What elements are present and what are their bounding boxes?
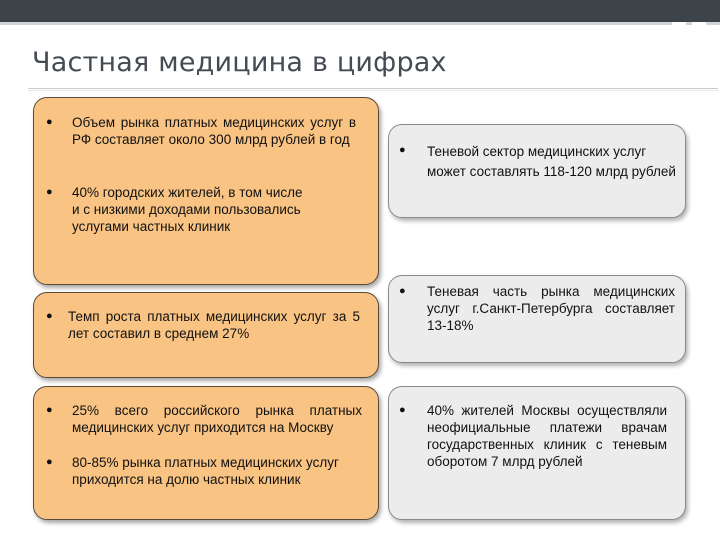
bullet-dot-icon: ●: [399, 144, 406, 156]
list-item: Теневой сектор медицинских услуг может составлять 118-120 млрд рублей: [427, 144, 676, 179]
top-bar-stripe: [0, 22, 720, 25]
list-item: Объем рынка платных медицинских услуг в РФ составляет около 300 млрд рублей в год: [72, 115, 356, 147]
title-divider-shadow: [28, 90, 718, 91]
market-volume-box: [33, 97, 379, 285]
spb-shadow-box: [388, 275, 686, 363]
top-bar: [0, 0, 720, 22]
moscow-residents-box: [388, 386, 686, 520]
bullet-dot-icon: ●: [46, 310, 53, 322]
growth-rate-box: [33, 292, 379, 378]
list-item: 40% городских жителей, в том числе и с низкими доходами пользовались услугами частных клиник: [72, 185, 303, 234]
moscow-share-box: [33, 386, 379, 520]
top-bar-accent: [672, 22, 686, 25]
list-item: 80-85% рынка платных медицинских услуг приходится на долю частных клиник: [72, 455, 339, 487]
bullet-dot-icon: ●: [46, 456, 53, 468]
list-item: Темп роста платных медицинских услуг за 5 лет составил в среднем 27%: [68, 309, 360, 341]
bullet-dot-icon: ●: [46, 404, 53, 416]
list-item: 40% жителей Москвы осуществляли неофициальные платежи врачам государственных клиник с теневым оборотом 7 млрд рублей: [427, 403, 667, 469]
list-item: Теневая часть рынка медицинских услуг г.Санкт-Петербурга составляет 13-18%: [427, 284, 675, 333]
bullet-dot-icon: ●: [399, 404, 406, 416]
bullet-dot-icon: ●: [46, 186, 53, 198]
bullet-dot-icon: ●: [399, 285, 406, 297]
shadow-sector-box: [388, 124, 686, 218]
list-item: 25% всего российского рынка платных медицинских услуг приходится на Москву: [72, 403, 362, 435]
bullet-dot-icon: ●: [46, 116, 53, 128]
page-title: Частная медицина в цифрах: [32, 47, 447, 78]
title-divider: [28, 88, 718, 89]
top-bar-accent: [692, 22, 706, 25]
